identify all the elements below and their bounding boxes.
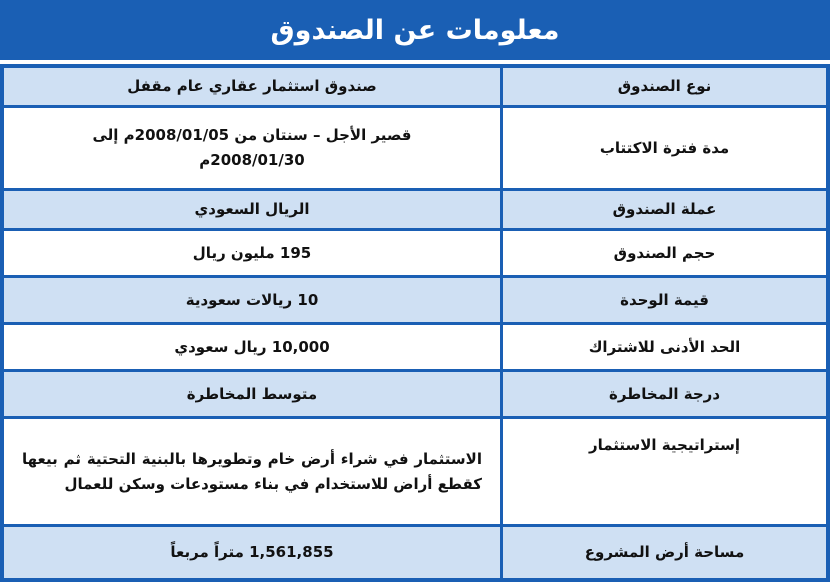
- value-minimum-subscription: 10,000 ريال سعودي: [4, 325, 500, 369]
- label-unit-value: قيمة الوحدة: [503, 278, 826, 322]
- value-subscription-period: قصير الأجل – سنتان من 2008/01/05م إلى 2008/01/30م: [4, 108, 500, 188]
- value-investment-strategy: الاستثمار في شراء أرض خام وتطويرها بالبنية التحتية ثم بيعها كقطع أراض للاستخدام في بناء مستودعات وسكن للعمال: [4, 419, 500, 524]
- fund-info-table: [0, 64, 830, 582]
- value-fund-currency: الريال السعودي: [4, 191, 500, 228]
- value-fund-type: صندوق استثمار عقاري عام مقفل: [4, 68, 500, 105]
- label-risk-level: درجة المخاطرة: [503, 372, 826, 416]
- value-project-land-area: 1,561,855 متراً مربعاً: [4, 527, 500, 578]
- value-fund-size: 195 مليون ريال: [4, 231, 500, 275]
- label-fund-currency: عملة الصندوق: [503, 191, 826, 228]
- value-risk-level: متوسط المخاطرة: [4, 372, 500, 416]
- label-minimum-subscription: الحد الأدنى للاشتراك: [503, 325, 826, 369]
- value-unit-value: 10 ريالات سعودية: [4, 278, 500, 322]
- label-project-land-area: مساحة أرض المشروع: [503, 527, 826, 578]
- label-investment-strategy: إستراتيجية الاستثمار: [503, 419, 826, 524]
- label-subscription-period: مدة فترة الاكتتاب: [503, 108, 826, 188]
- panel-title: معلومات عن الصندوق: [0, 0, 830, 60]
- label-fund-type: نوع الصندوق: [503, 68, 826, 105]
- label-fund-size: حجم الصندوق: [503, 231, 826, 275]
